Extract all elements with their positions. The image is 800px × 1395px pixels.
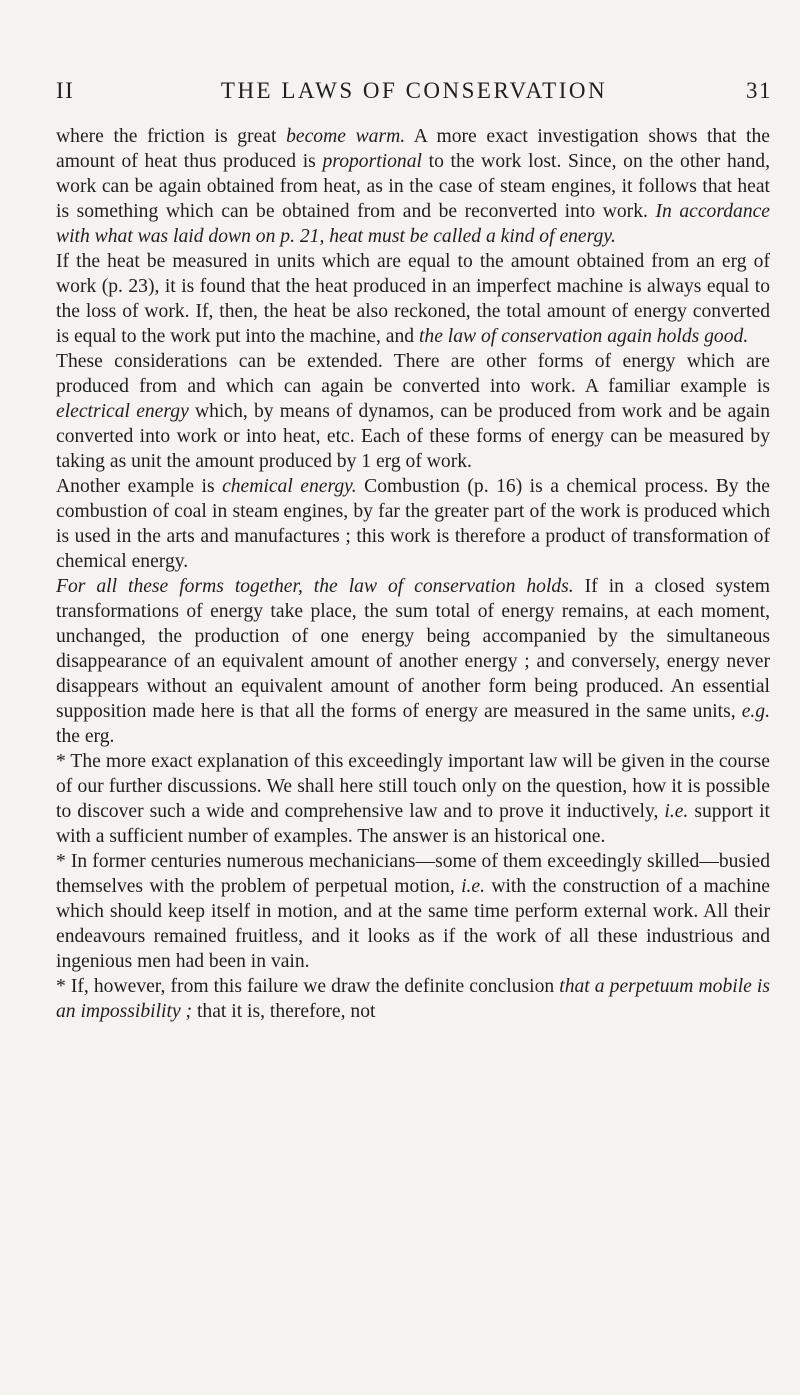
text-run: to the work lost. Since, on the other hand, work can be again obtained from heat, as in the case of steam engines, it follows that heat is something which can be obtained from and be reconverted into work. [56,151,770,222]
italic-text: electrical energy [56,401,189,422]
paragraph [56,749,770,849]
page-number: 31 [746,78,772,103]
text-run: * In former centuries numerous mechanicians—some of them exceedingly skilled—busied themselves with the problem of perpetual motion, [56,851,770,897]
text-run: where the friction is great [56,126,287,147]
text-run: These considerations can be extended. There are other forms of energy which are produced from and which can again be converted into work. A familiar example is [56,351,770,397]
italic-text: In accordance with what was laid down on p. 21, heat must be called a kind of energy. [56,201,771,247]
text-run: the erg. [56,726,115,747]
text-run: A more exact investigation shows that the amount of heat thus produced is [56,126,770,172]
body-text [56,124,770,1024]
italic-text: i.e. [664,801,689,822]
italic-text: the law of conservation again holds good. [418,326,749,347]
text-run: that it is, therefore, not [192,1001,376,1022]
text-run: * The more exact explanation of this exceedingly important law will be given in the course of our further discussions. We shall here still touch only on the question, how it is possible to discover such a wide and comprehensive law and to prove it inductively, [56,751,770,822]
text-run: Combustion (p. 16) is a chemical process. By the combustion of coal in steam engines, by far the greater part of the work is produced which is used in the arts and manufactures ; this work is therefore a product of transformation of chemical energy. [56,476,770,572]
paragraph [56,574,770,749]
text-run: with the construction of a machine which should keep itself in motion, and at the same time perform external work. All their endeavours remained fruitless, and it looks as if the work of all these industrious and ingenious men had been in vain. [56,876,770,972]
italic-text: that a perpetuum mobile is an impossibility ; [56,976,770,1022]
italic-text: become warm. [286,126,406,147]
paragraph [56,249,770,349]
text-run: * If, however, from this failure we draw the definite conclusion [56,976,560,997]
text-run: If in a closed system transformations of energy take place, the sum total of energy remains, at each moment, unchanged, the production of one energy being accompanied by the simultaneous disappearance of an equivalent amount of another energy ; and conversely, energy never disappears without an equivalent amount of another form being produced. An essential supposition made here is that all the forms of energy are measured in the same units, [56,576,770,722]
italic-text: proportional [322,151,422,172]
text-run: If the heat be measured in units which are equal to the amount obtained from an erg of work (p. 23), it is found that the heat produced in an imperfect machine is always equal to the loss of work. If, then, the heat be also reckoned, the total amount of energy converted is equal to the work put into the machine, and [56,251,770,347]
chapter-number: II [56,78,75,103]
running-header [56,78,772,110]
text-run: which, by means of dynamos, can be produced from work and be again converted into work or into heat, etc. Each of these forms of energy can be measured by taking as unit the amount produced by 1 erg of work. [56,401,770,472]
paragraph [56,974,770,1024]
italic-text: chemical energy. [222,476,357,497]
paragraph [56,474,770,574]
paragraph [56,124,770,249]
text-run: Another example is [56,476,223,497]
running-title: THE LAWS OF CONSERVATION [220,78,608,103]
italic-text: e.g. [741,701,770,722]
italic-text: For all these forms together, the law of conservation holds. [56,576,574,597]
paragraph [56,849,770,974]
italic-text: i.e. [461,876,485,897]
paragraph [56,349,770,474]
text-run: support it with a sufficient number of examples. The answer is an historical one. [56,801,770,847]
